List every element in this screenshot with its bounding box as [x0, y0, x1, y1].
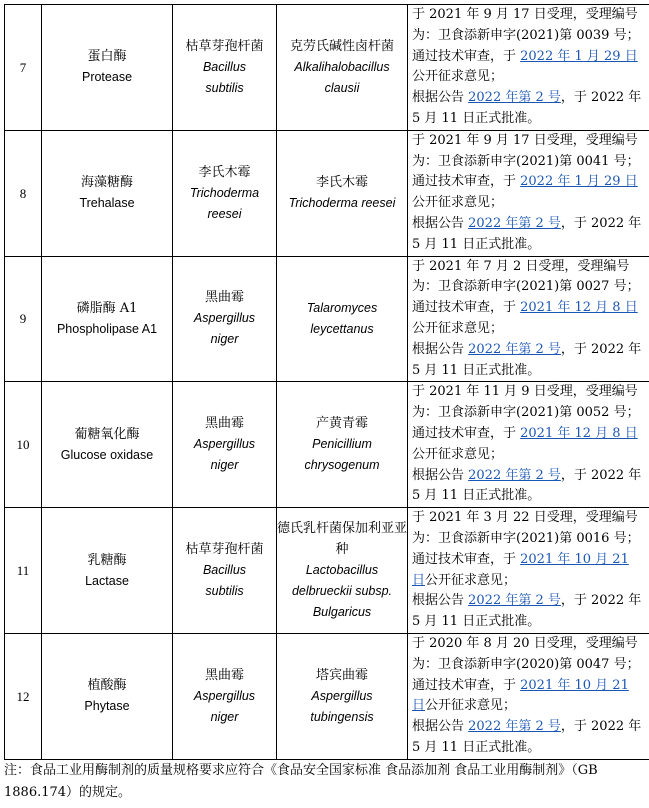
- process-text: 为：卫食添新申字(2021)第 0052 号；: [412, 405, 640, 421]
- process-line: [412, 131, 649, 152]
- row-number: 8: [5, 130, 42, 256]
- enzyme-name-cell: [42, 633, 173, 759]
- source-organism-latin: Aspergillus: [193, 437, 256, 452]
- process-text: 公开征求意见；: [425, 698, 517, 714]
- process-text: 通过技术审查，于: [412, 300, 521, 316]
- process-link[interactable]: 2021 年 12 月 8 日: [520, 425, 638, 441]
- process-line: [412, 5, 649, 26]
- process-link[interactable]: 2022 年第 2 号: [468, 467, 561, 483]
- source-organism-latin: subtilis: [205, 584, 244, 599]
- approval-process-cell: [408, 633, 649, 759]
- donor-organism-latin: Penicillium: [312, 437, 372, 452]
- enzyme-name-en: Phytase: [84, 699, 130, 714]
- source-organism-zh: 李氏木霉: [198, 164, 251, 180]
- donor-organism-latin: chrysogenum: [304, 458, 380, 473]
- source-organism-latin: niger: [210, 709, 239, 724]
- process-text: 通过技术审查，于: [412, 174, 521, 190]
- process-line: [412, 172, 649, 193]
- process-text: ，于 2022 年: [560, 341, 642, 357]
- approval-process-cell: [408, 256, 649, 382]
- process-line: [412, 257, 649, 278]
- enzyme-name-cell: [42, 130, 173, 256]
- donor-organism-latin: Talaromyces: [306, 300, 378, 315]
- source-organism-latin: Bacillus: [202, 59, 247, 74]
- approval-process-cell: [408, 5, 649, 131]
- process-line: [412, 717, 649, 738]
- source-organism-latin: Aspergillus: [193, 311, 256, 326]
- table-body: [5, 5, 649, 760]
- process-text: 5 月 11 日正式批准。: [412, 236, 541, 252]
- table-footnote: 注：食品工业用酶制剂的质量规格要求应符合《食品安全国家标准 食品添加剂 食品工业用酶制剂》（GB 1886.174）的规定。: [4, 763, 598, 800]
- process-text: 于 2021 年 7 月 2 日受理，受理编号: [412, 258, 630, 274]
- process-text: 通过技术审查，于: [412, 48, 521, 64]
- approval-process-cell: [408, 382, 649, 508]
- process-link[interactable]: 日: [412, 698, 426, 714]
- process-text: 5 月 11 日正式批准。: [412, 362, 541, 378]
- donor-organism-zh: 克劳氏碱性卤杆菌: [289, 38, 394, 54]
- process-line: [412, 634, 649, 655]
- process-line: [412, 235, 649, 256]
- process-text: 公开征求意见；: [425, 572, 517, 588]
- donor-organism-latin: leycettanus: [310, 321, 374, 336]
- process-text: 根据公告: [412, 341, 469, 357]
- process-text: 5 月 11 日正式批准。: [412, 614, 541, 630]
- process-link[interactable]: 2022 年第 2 号: [468, 215, 561, 231]
- process-text: 公开征求意见；: [412, 195, 504, 211]
- donor-organism-latin: Aspergillus: [311, 688, 373, 703]
- process-text: 于 2021 年 3 月 22 日受理，受理编号: [412, 510, 638, 526]
- row-number: 9: [5, 256, 42, 382]
- process-line: [412, 298, 649, 319]
- process-line: [412, 277, 649, 298]
- process-text: 为：卫食添新申字(2020)第 0047 号；: [412, 656, 640, 672]
- process-text: ，于 2022 年: [560, 90, 642, 106]
- process-text: 通过技术审查，于: [412, 551, 521, 567]
- donor-organism-cell: [277, 508, 408, 634]
- process-link[interactable]: 2022 年第 2 号: [468, 341, 561, 357]
- donor-organism-latin: clausii: [324, 80, 360, 95]
- process-text: 于 2021 年 11 月 9 日受理，受理编号: [412, 384, 638, 400]
- enzyme-name-en: Protease: [81, 70, 133, 85]
- enzyme-name-zh: 乳糖酶: [87, 552, 127, 568]
- donor-organism-latin: Lactobacillus: [305, 563, 379, 578]
- donor-organism-zh: 产黄青霉: [315, 416, 368, 432]
- enzyme-name-en: Glucose oxidase: [60, 447, 154, 462]
- enzyme-name-cell: [42, 508, 173, 634]
- process-text: 5 月 11 日正式批准。: [412, 739, 541, 755]
- process-line: [412, 319, 649, 340]
- donor-organism-latin: delbrueckii subsp.: [291, 584, 393, 599]
- source-organism-zh: 黑曲霉: [204, 416, 244, 432]
- row-number: 7: [5, 5, 42, 131]
- process-link[interactable]: 2022 年第 2 号: [468, 719, 561, 735]
- enzyme-name-en: Trehalase: [79, 196, 135, 211]
- process-text: 根据公告: [412, 719, 469, 735]
- donor-organism-cell: [277, 5, 408, 131]
- process-line: [412, 466, 649, 487]
- enzyme-name-zh: 蛋白酶: [87, 49, 127, 65]
- process-text: 公开征求意见；: [412, 446, 504, 462]
- process-line: [412, 591, 649, 612]
- enzyme-name-zh: 葡糖氧化酶: [74, 426, 140, 442]
- source-organism-latin: reesei: [207, 206, 242, 221]
- donor-organism-cell: [277, 130, 408, 256]
- enzyme-name-en: Lactase: [85, 573, 129, 588]
- process-text: 5 月 11 日正式批准。: [412, 488, 541, 504]
- process-text: 为：卫食添新申字(2021)第 0039 号；: [412, 27, 640, 43]
- donor-organism-latin: tubingensis: [310, 709, 374, 724]
- source-organism-zh: 黑曲霉: [204, 290, 244, 306]
- enzyme-name-en: Phospholipase A1: [56, 321, 158, 336]
- process-line: [412, 424, 649, 445]
- process-text: 根据公告: [412, 593, 469, 609]
- process-text: 为：卫食添新申字(2021)第 0016 号；: [412, 530, 640, 546]
- process-text: 为：卫食添新申字(2021)第 0027 号；: [412, 279, 640, 295]
- process-link[interactable]: 2022 年 1 月 29 日: [520, 48, 638, 64]
- process-link[interactable]: 2021 年 10 月 21: [520, 551, 629, 567]
- process-link[interactable]: 日: [412, 572, 426, 588]
- process-text: 根据公告: [412, 215, 469, 231]
- enzyme-name-cell: [42, 5, 173, 131]
- source-organism-latin: Aspergillus: [193, 688, 256, 703]
- enzyme-name-zh: 海藻糖酶: [80, 175, 133, 191]
- process-link[interactable]: 2022 年第 2 号: [468, 593, 561, 609]
- process-text: ，于 2022 年: [560, 467, 642, 483]
- process-line: [412, 696, 649, 717]
- row-number: 11: [5, 508, 42, 634]
- process-line: [412, 214, 649, 235]
- approval-process-cell: [408, 508, 649, 634]
- approval-process-cell: [408, 130, 649, 256]
- process-line: [412, 193, 649, 214]
- process-line: [412, 529, 649, 550]
- process-link[interactable]: 2022 年 1 月 29 日: [520, 174, 638, 190]
- donor-organism-latin: Bulgaricus: [312, 605, 372, 620]
- process-line: [412, 550, 649, 571]
- process-text: ，于 2022 年: [560, 215, 642, 231]
- process-line: [412, 655, 649, 676]
- donor-organism-latin: Alkalihalobacillus: [294, 59, 390, 74]
- source-organism-zh: 枯草芽孢杆菌: [185, 38, 264, 54]
- row-number: 12: [5, 633, 42, 759]
- process-line: [412, 486, 649, 507]
- process-line: [412, 109, 649, 130]
- process-line: [412, 571, 649, 592]
- donor-organism-zh: 德氏乳杆菌保加利亚亚种: [277, 521, 408, 558]
- donor-organism-latin: Trichoderma reesei: [288, 196, 396, 211]
- process-text: 于 2021 年 9 月 17 日受理，受理编号: [412, 132, 638, 148]
- process-text: 为：卫食添新申字(2021)第 0041 号；: [412, 153, 640, 169]
- process-text: 通过技术审查，于: [412, 677, 521, 693]
- table-row: [5, 130, 649, 256]
- process-link[interactable]: 2021 年 12 月 8 日: [520, 300, 638, 316]
- enzyme-approval-table: [4, 4, 649, 760]
- source-organism-cell: [173, 508, 277, 634]
- source-organism-cell: [173, 256, 277, 382]
- process-text: 5 月 11 日正式批准。: [412, 110, 541, 126]
- enzyme-name-zh: 植酸酶: [87, 678, 127, 694]
- process-text: ，于 2022 年: [560, 719, 642, 735]
- source-organism-cell: [173, 382, 277, 508]
- process-link[interactable]: 2022 年第 2 号: [468, 90, 561, 106]
- process-line: [412, 382, 649, 403]
- process-link[interactable]: 2021 年 10 月 21: [520, 677, 629, 693]
- process-line: [412, 612, 649, 633]
- row-number: 10: [5, 382, 42, 508]
- process-text: ，于 2022 年: [560, 593, 642, 609]
- source-organism-latin: Trichoderma: [189, 185, 260, 200]
- source-organism-zh: 枯草芽孢杆菌: [185, 542, 264, 558]
- process-text: 通过技术审查，于: [412, 425, 521, 441]
- source-organism-latin: Bacillus: [202, 563, 247, 578]
- process-text: 于 2020 年 8 月 20 日受理，受理编号: [412, 635, 638, 651]
- source-organism-latin: subtilis: [205, 80, 244, 95]
- source-organism-latin: niger: [210, 332, 239, 347]
- process-line: [412, 445, 649, 466]
- source-organism-latin: niger: [210, 458, 239, 473]
- process-text: 公开征求意见；: [412, 320, 504, 336]
- table-row: [5, 5, 649, 131]
- process-line: [412, 361, 649, 382]
- enzyme-name-zh: 磷脂酶 A1: [76, 300, 138, 316]
- process-line: [412, 88, 649, 109]
- process-line: [412, 676, 649, 697]
- source-organism-zh: 黑曲霉: [204, 667, 244, 683]
- enzyme-name-cell: [42, 382, 173, 508]
- process-line: [412, 47, 649, 68]
- process-line: [412, 403, 649, 424]
- donor-organism-cell: [277, 382, 408, 508]
- table-row: [5, 508, 649, 634]
- process-line: [412, 67, 649, 88]
- process-line: [412, 340, 649, 361]
- donor-organism-zh: 塔宾曲霉: [315, 667, 368, 683]
- process-text: 根据公告: [412, 467, 469, 483]
- process-line: [412, 508, 649, 529]
- donor-organism-zh: 李氏木霉: [315, 175, 368, 191]
- process-line: [412, 26, 649, 47]
- donor-organism-cell: [277, 633, 408, 759]
- process-line: [412, 152, 649, 173]
- source-organism-cell: [173, 5, 277, 131]
- source-organism-cell: [173, 633, 277, 759]
- table-row: [5, 256, 649, 382]
- donor-organism-cell: [277, 256, 408, 382]
- process-line: [412, 738, 649, 759]
- process-text: 于 2021 年 9 月 17 日受理，受理编号: [412, 7, 638, 22]
- process-text: 根据公告: [412, 90, 469, 106]
- enzyme-name-cell: [42, 256, 173, 382]
- source-organism-cell: [173, 130, 277, 256]
- table-row: [5, 382, 649, 508]
- table-row: [5, 633, 649, 759]
- process-text: 公开征求意见；: [412, 69, 504, 85]
